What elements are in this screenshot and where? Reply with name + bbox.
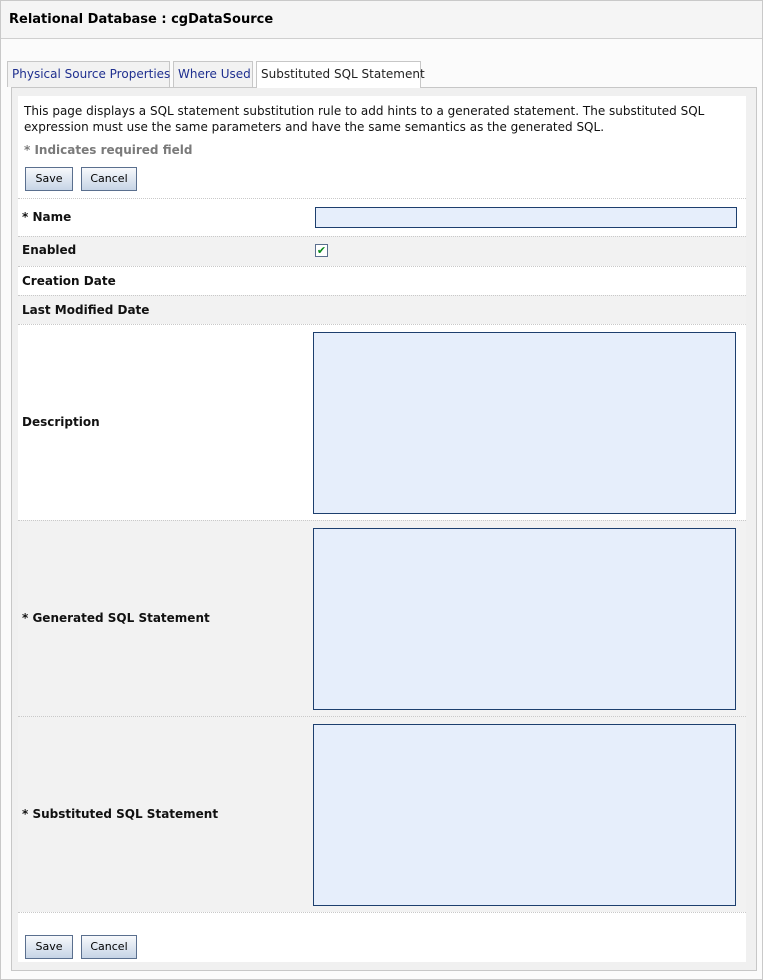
tab-substituted-sql-statement[interactable]: Substituted SQL Statement: [256, 61, 421, 88]
title-bar: [1, 1, 762, 39]
checkmark-icon: ✔: [316, 244, 327, 257]
save-button-bottom[interactable]: Save: [25, 935, 73, 959]
creation-date-row: [18, 266, 746, 295]
substituted-sql-row: [18, 716, 746, 912]
enabled-row: [18, 236, 746, 266]
name-row: [18, 198, 746, 236]
last-modified-label: Last Modified Date: [22, 303, 150, 317]
last-modified-row: [18, 295, 746, 324]
tab-physical-source-properties[interactable]: Physical Source Properties: [7, 61, 170, 87]
name-label: * Name: [22, 210, 72, 224]
description-textarea[interactable]: [313, 332, 736, 514]
tab-where-used[interactable]: Where Used: [173, 61, 253, 87]
enabled-label: Enabled: [22, 243, 77, 257]
save-button-top[interactable]: Save: [25, 167, 73, 191]
creation-date-label: Creation Date: [22, 274, 116, 288]
page-title: Relational Database : cgDataSource: [9, 12, 274, 27]
name-input[interactable]: [315, 207, 737, 228]
description-row: [18, 324, 746, 520]
enabled-checkbox[interactable]: [315, 244, 328, 257]
cancel-button-bottom[interactable]: Cancel: [81, 935, 137, 959]
generated-sql-textarea[interactable]: [313, 528, 736, 710]
description-label: Description: [22, 415, 100, 429]
tab-panel: [11, 87, 757, 971]
tab-bar: [7, 61, 757, 87]
page-description: This page displays a SQL statement substitution rule to add hints to a generated statement. The substituted SQL expression must use the same parameters and have the same semantics as the generated SQL.: [24, 104, 705, 134]
substituted-sql-textarea[interactable]: [313, 724, 736, 906]
cancel-button-top[interactable]: Cancel: [81, 167, 137, 191]
footer-actions: [18, 912, 746, 962]
generated-sql-label: * Generated SQL Statement: [22, 611, 210, 625]
generated-sql-row: [18, 520, 746, 716]
required-field-note: * Indicates required field: [24, 143, 193, 157]
substituted-sql-label: * Substituted SQL Statement: [22, 807, 219, 821]
